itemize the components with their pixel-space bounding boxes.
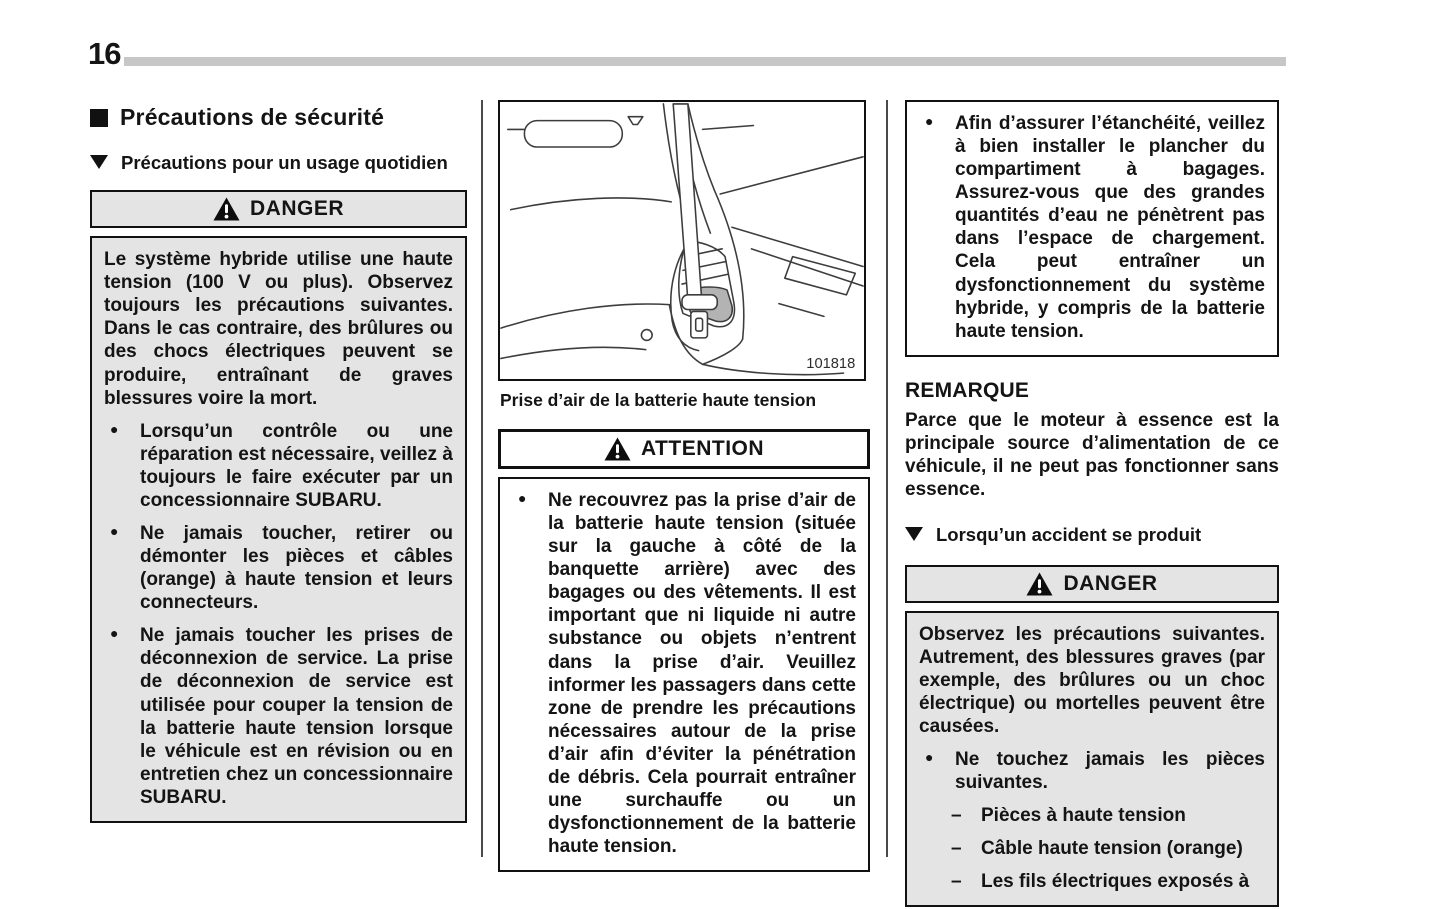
car-interior-illustration (500, 102, 864, 379)
figure-number: 101818 (806, 356, 856, 373)
attention-item: ● Ne recouvrez pas la prise d’air de la batterie haute tension (située sur la gauche à côté de la banquette arrière) avec des bagages ou des vêtements. Il est important que ni liquide ni autre substance ou objets n’entrent dans la prise d’air. Veuillez informer les passagers dans cette zone de prendre les précautions nécessaires autour de la prise d’air afin d’éviter la pénétration de débris. Cela pourrait entraîner une surchauffe ou un dysfonctionnement de la batterie haute tension. (512, 489, 856, 858)
column-separator (481, 100, 483, 857)
danger-item: ● Lorsqu’un contrôle ou une réparation est nécessaire, veillez à toujours le faire exécuter par un concessionnaire SUBARU. (104, 420, 453, 512)
danger-item: ● Ne touchez jamais les pièces suivantes. (919, 748, 1265, 794)
section-heading-text: Précautions de sécurité (120, 104, 385, 130)
subsection-heading (90, 151, 467, 174)
column-right (905, 100, 1279, 907)
section-heading (90, 104, 467, 131)
attention-label: ATTENTION (640, 437, 765, 460)
warning-triangle-icon (213, 197, 240, 221)
column-left (90, 100, 467, 823)
header-rule (124, 57, 1286, 66)
danger-sub-item: – Pièces à haute tension (949, 804, 1265, 827)
figure-air-intake (498, 100, 866, 381)
danger-sub-list (919, 804, 1265, 893)
continued-item: ● Afin d’assurer l’étanchéité, veillez à bien installer le plancher du compartiment à bagages. Assurez-vous que des grandes quantités d’eau ne pénètrent pas dans l’espace de chargement. Cela peut entraîner un dysfonctionnement du système hybride, y compris de la batterie haute tension. (919, 112, 1265, 343)
continued-warning-box (905, 100, 1279, 357)
triangle-marker-icon (905, 527, 923, 541)
danger-label: DANGER (1063, 571, 1158, 595)
danger-header (90, 190, 467, 228)
column-separator (886, 100, 888, 857)
danger-sub-item: – Câble haute tension (orange) (949, 837, 1265, 860)
danger-box (90, 236, 467, 823)
warning-triangle-icon (1026, 572, 1053, 596)
figure-caption: Prise d’air de la batterie haute tension (500, 390, 817, 410)
triangle-marker-icon (90, 155, 108, 169)
danger-sub-item: – Les fils électriques exposés à (949, 870, 1265, 893)
warning-triangle-icon (604, 437, 631, 461)
note-text: Parce que le moteur à essence est la principale source d’alimentation de ce véhicule, il ne peut pas fonctionner sans essence. (905, 409, 1279, 501)
danger-item: ● Ne jamais toucher les prises de déconnexion de service. La prise de déconnexion de service est utilisée pour couper la tension de la batterie haute tension lorsque le véhicule est en révision ou en entretien chez un concessionnaire SUBARU. (104, 624, 453, 809)
column-center (498, 100, 870, 872)
danger-intro: Le système hybride utilise une haute tension (100 V ou plus). Observez toujours les précautions suivantes. Dans le cas contraire, des brûlures ou des chocs électriques peuvent se produire, entraînant de graves blessures voire la mort. (104, 249, 453, 409)
subsection-heading (905, 523, 1279, 546)
danger-item: ● Ne jamais toucher, retirer ou démonter les pièces et câbles (orange) à haute tension et leurs connecteurs. (104, 522, 453, 614)
attention-box (498, 477, 870, 872)
subsection-heading-text: Lorsqu’un accident se produit (936, 524, 1202, 546)
square-marker-icon (90, 109, 108, 127)
attention-header (498, 429, 870, 469)
danger-label: DANGER (249, 197, 344, 221)
danger-header (905, 565, 1279, 603)
note-heading: REMARQUE (905, 378, 1030, 402)
danger-intro: Observez les précautions suivantes. Autrement, des blessures graves (par exemple, des brûlures ou un choc électrique) ou mortelles peuvent être causées. (919, 623, 1265, 737)
danger-box (905, 611, 1279, 908)
page-number: 16 (88, 36, 121, 71)
subsection-heading-text: Précautions pour un usage quotidien (121, 152, 448, 173)
